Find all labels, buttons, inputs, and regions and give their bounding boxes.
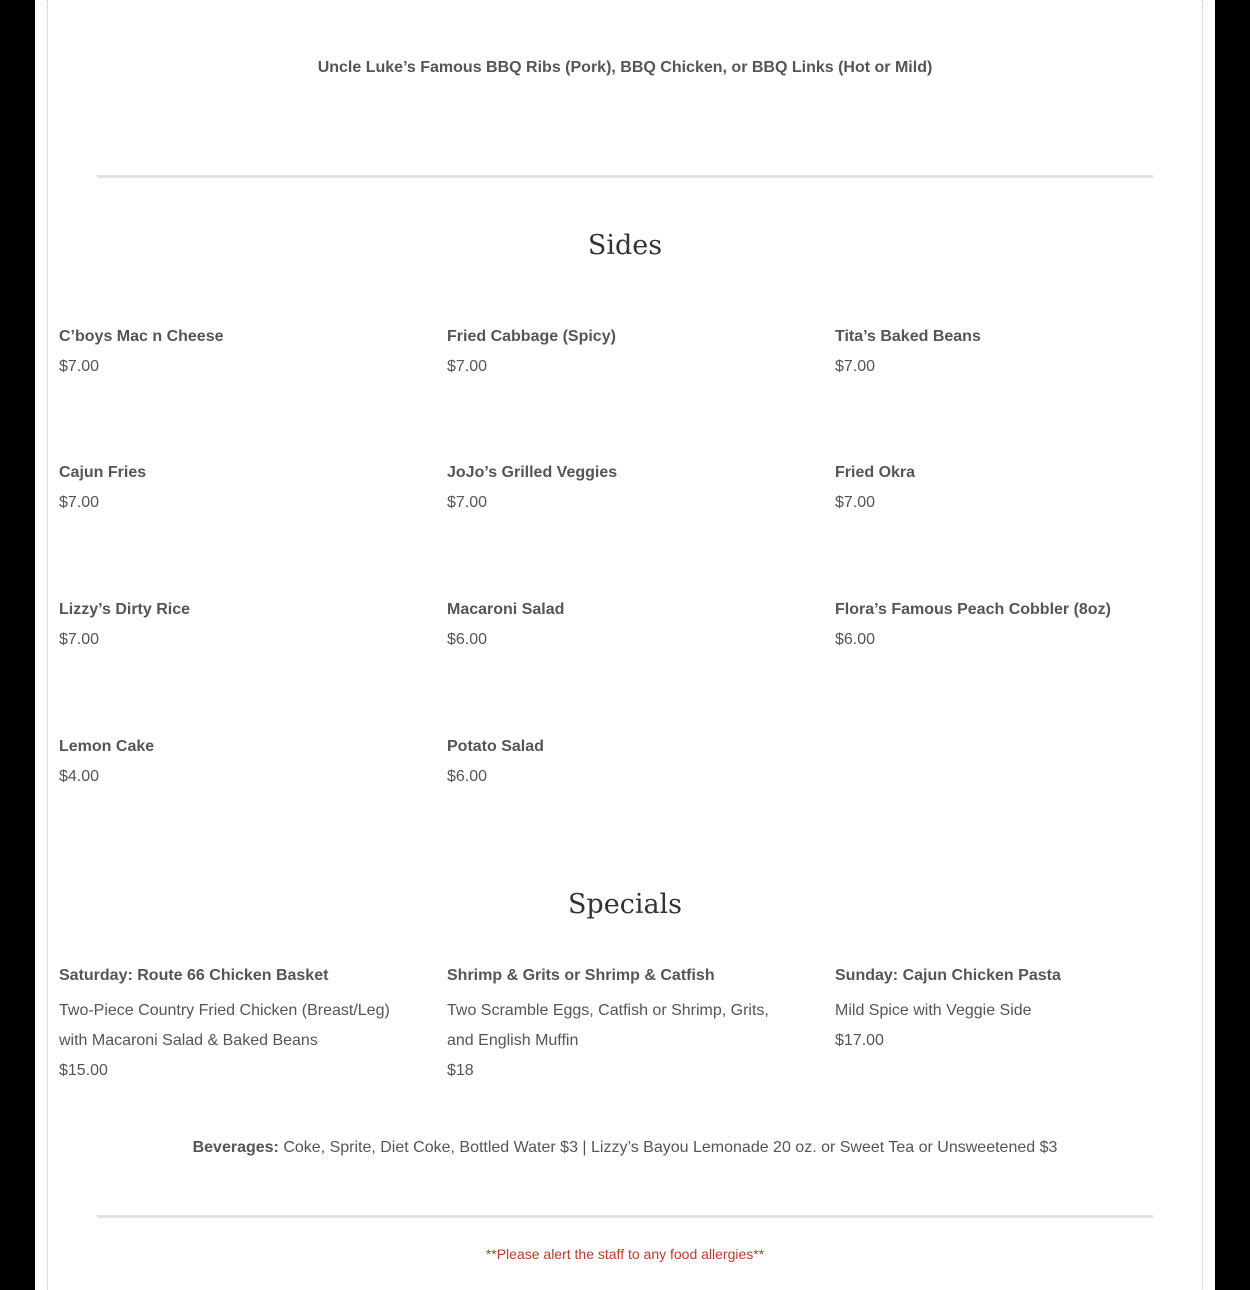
menu-item: [447, 600, 807, 650]
special-price: $15.00: [59, 1062, 108, 1079]
item-price: $6.00: [447, 631, 488, 648]
divider-bottom: [97, 1215, 1153, 1218]
divider-top: [97, 175, 1153, 178]
beverages-label: Beverages:: [192, 1139, 279, 1156]
special-description-line: Two Scramble Eggs, Catfish or Shrimp, Grits,: [447, 1002, 769, 1019]
item-price: $7.00: [835, 494, 876, 511]
item-name: Lemon Cake: [59, 738, 155, 755]
special-price: $18: [447, 1062, 474, 1079]
special-name: Sunday: Cajun Chicken Pasta: [835, 967, 1061, 984]
item-name: Macaroni Salad: [447, 601, 565, 618]
menu-item: [835, 600, 1195, 650]
special-description: [835, 996, 1205, 1026]
special-description-line: with Macaroni Salad & Baked Beans: [59, 1032, 318, 1049]
item-name: Flora’s Famous Peach Cobbler (8oz): [835, 601, 1111, 618]
item-name: Fried Okra: [835, 464, 916, 481]
menu-item: [59, 600, 419, 650]
special-description-line: Mild Spice with Veggie Side: [835, 1002, 1032, 1019]
item-price: $6.00: [835, 631, 876, 648]
item-price: $7.00: [447, 358, 488, 375]
menu-item: [59, 463, 419, 513]
item-price: $4.00: [59, 768, 100, 785]
menu-page: [35, 0, 1215, 1290]
special-item: [59, 966, 429, 1086]
item-name: JoJo’s Grilled Veggies: [447, 464, 618, 481]
special-description: [447, 996, 817, 1056]
menu-item: [835, 327, 1195, 377]
item-name: C’boys Mac n Cheese: [59, 328, 224, 345]
menu-item: [835, 463, 1195, 513]
special-price: $17.00: [835, 1032, 884, 1049]
item-price: $7.00: [447, 494, 488, 511]
item-name: Cajun Fries: [59, 464, 147, 481]
bbq-subtitle: Uncle Luke’s Famous BBQ Ribs (Pork), BBQ Chicken, or BBQ Links (Hot or Mild): [317, 59, 933, 76]
item-price: $6.00: [447, 768, 488, 785]
item-name: Fried Cabbage (Spicy): [447, 328, 616, 345]
menu-item: [447, 463, 807, 513]
special-item: [835, 966, 1205, 1056]
menu-item: [447, 327, 807, 377]
item-price: $7.00: [835, 358, 876, 375]
special-name: Saturday: Route 66 Chicken Basket: [59, 967, 329, 984]
allergy-note: **Please alert the staff to any food allergies**: [485, 1246, 765, 1262]
beverages-text: Coke, Sprite, Diet Coke, Bottled Water $3 | Lizzy’s Bayou Lemonade 20 oz. or Sweet Tea or Unsweetened $3: [278, 1139, 1058, 1156]
special-name: Shrimp & Grits or Shrimp & Catfish: [447, 967, 715, 984]
menu-item: [447, 737, 807, 787]
special-description: [59, 996, 429, 1056]
beverages-line: [35, 1139, 1215, 1157]
item-name: Tita’s Baked Beans: [835, 328, 981, 345]
menu-item: [59, 737, 419, 787]
item-price: $7.00: [59, 494, 100, 511]
special-description-line: and English Muffin: [447, 1032, 579, 1049]
sides-title: Sides: [587, 230, 663, 261]
special-description-line: Two-Piece Country Fried Chicken (Breast/Leg): [59, 1002, 390, 1019]
item-name: Potato Salad: [447, 738, 544, 755]
specials-title: Specials: [567, 889, 683, 920]
special-item: [447, 966, 817, 1086]
item-price: $7.00: [59, 631, 100, 648]
item-name: Lizzy’s Dirty Rice: [59, 601, 191, 618]
item-price: $7.00: [59, 358, 100, 375]
menu-item: [59, 327, 419, 377]
